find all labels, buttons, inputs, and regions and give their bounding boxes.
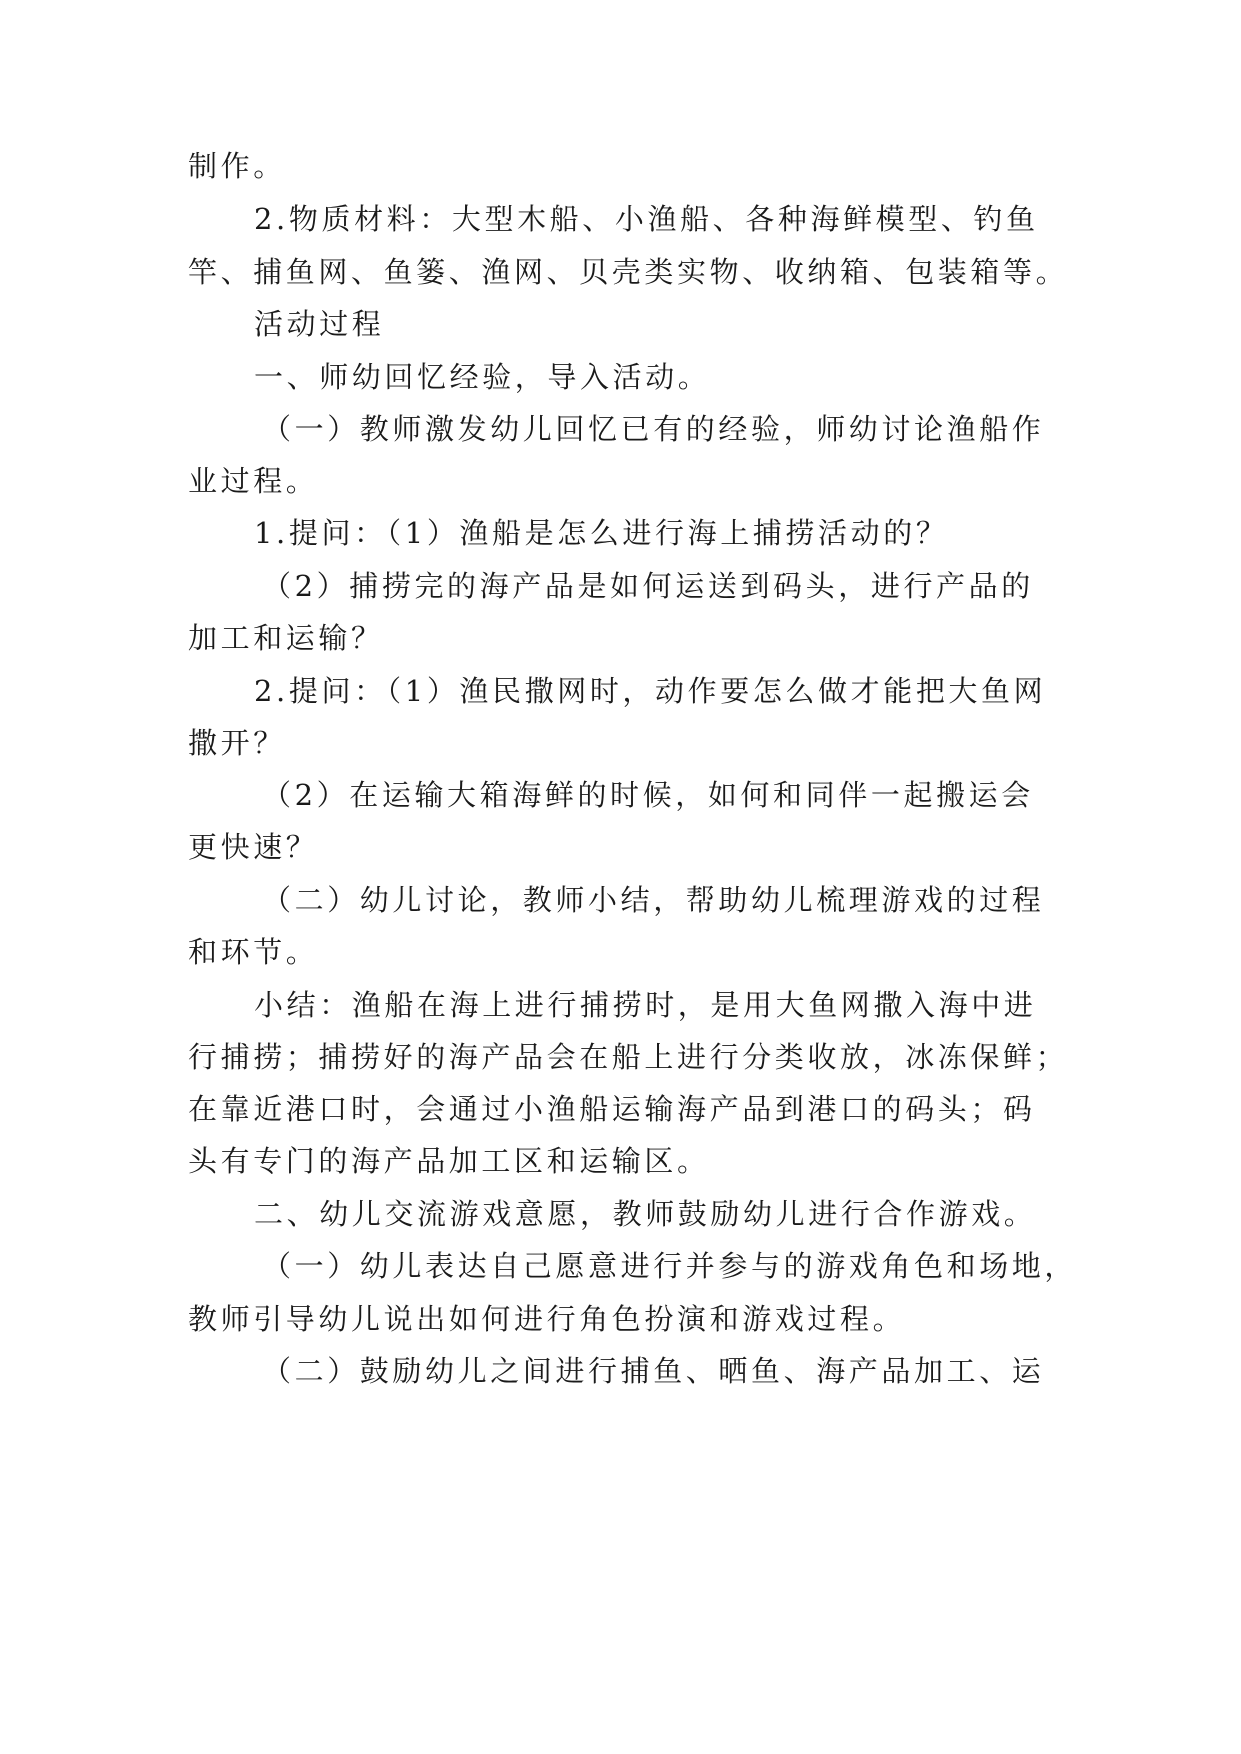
text-line: 加工和运输？ — [188, 621, 384, 655]
section-heading: 一、师幼回忆经验，导入活动。 — [254, 360, 711, 394]
section-heading: 二、幼儿交流游戏意愿，教师鼓励幼儿进行合作游戏。 — [254, 1197, 1037, 1231]
text-line: （一）幼儿表达自己愿意进行并参与的游戏角色和场地， — [262, 1249, 1078, 1283]
text-line: （2）捕捞完的海产品是如何运送到码头，进行产品的 — [262, 569, 1034, 603]
text-line: 2.提问：（1）渔民撒网时，动作要怎么做才能把大鱼网 — [254, 674, 1047, 708]
text-line: 2.物质材料：大型木船、小渔船、各种海鲜模型、钓鱼 — [254, 202, 1039, 236]
text-line: 更快速？ — [188, 830, 319, 864]
text-line: 行捕捞；捕捞好的海产品会在船上进行分类收放，冰冻保鲜； — [188, 1040, 1069, 1074]
text-line: 小结：渔船在海上进行捕捞时，是用大鱼网撒入海中进 — [254, 988, 1037, 1022]
text-line: 头有专门的海产品加工区和运输区。 — [188, 1144, 710, 1178]
text-line: （2）在运输大箱海鲜的时候，如何和同伴一起搬运会 — [262, 778, 1034, 812]
text-line: （二）幼儿讨论，教师小结，帮助幼儿梳理游戏的过程 — [262, 883, 1045, 917]
text-line: 撒开？ — [188, 726, 286, 760]
text-line: 在靠近港口时，会通过小渔船运输海产品到港口的码头；码 — [188, 1092, 1036, 1126]
text-line: 教师引导幼儿说出如何进行角色扮演和游戏过程。 — [188, 1302, 906, 1336]
section-heading: 活动过程 — [254, 307, 385, 341]
text-line: 制作。 — [188, 149, 286, 183]
text-line: 1.提问：（1）渔船是怎么进行海上捕捞活动的？ — [254, 516, 949, 550]
text-line: 和环节。 — [188, 935, 319, 969]
text-line: 业过程。 — [188, 464, 319, 498]
text-line: （二）鼓励幼儿之间进行捕鱼、晒鱼、海产品加工、运 — [262, 1354, 1045, 1388]
text-line: 竿、捕鱼网、鱼篓、渔网、贝壳类实物、收纳箱、包装箱等。 — [188, 255, 1069, 289]
text-line: （一）教师激发幼儿回忆已有的经验，师幼讨论渔船作 — [262, 412, 1045, 446]
